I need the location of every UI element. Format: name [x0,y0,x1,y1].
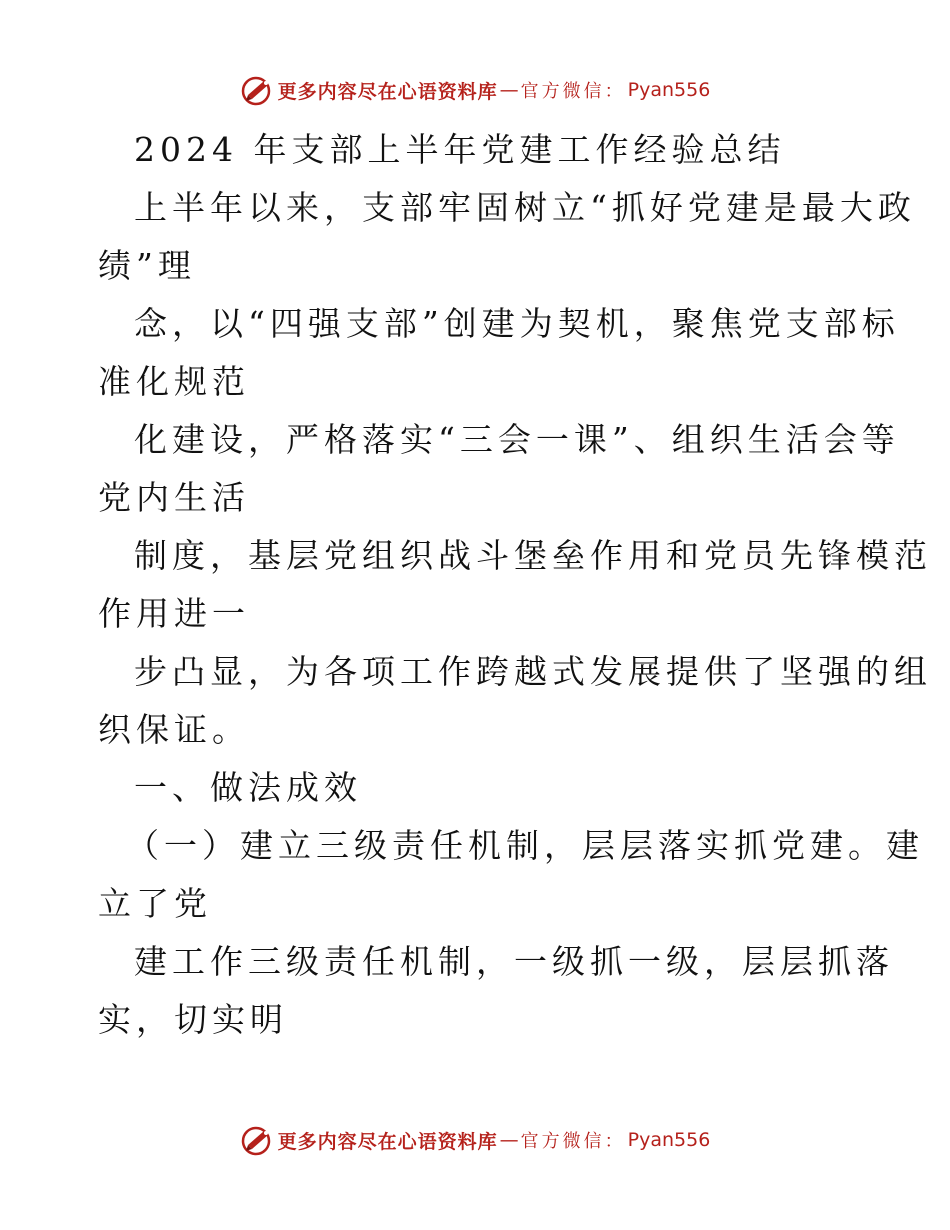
footer-watermark [0,1120,950,1160]
doc-line: （一）建立三级责任机制，层层落实抓党建。建 [126,826,924,865]
banner-label: 官方微信： [520,81,626,102]
banner-separator: — [499,1129,519,1151]
doc-line: 绩”理 [98,246,196,285]
doc-line: 准化规范 [98,362,250,401]
banner-account: Pyan556 [627,1129,711,1151]
doc-line: 建工作三级责任机制，一级抓一级，层层抓落 [134,942,894,981]
doc-line: 实，切实明 [98,1000,288,1039]
doc-line: 党内生活 [98,478,250,517]
banner-account: Pyan556 [627,79,711,101]
section-heading: 一、做法成效 [134,768,362,807]
doc-line: 化建设，严格落实“三会一课”、组织生活会等 [134,420,900,459]
banner-brand: 更多内容尽在心语资料库 [277,80,498,103]
doc-line: 织保证。 [98,710,250,749]
banner-brand: 更多内容尽在心语资料库 [277,1130,498,1153]
doc-line: 立了党 [98,884,212,923]
doc-title: 2024 年支部上半年党建工作经验总结 [134,130,786,169]
header-watermark [0,70,950,110]
doc-line: 上半年以来，支部牢固树立“抓好党建是最大政 [134,188,916,227]
doc-line: 念，以“四强支部”创建为契机，聚焦党支部标 [134,304,900,343]
doc-line: 步凸显，为各项工作跨越式发展提供了坚强的组 [134,652,932,691]
doc-line: 作用进一 [98,594,250,633]
banner-label: 官方微信： [520,1131,626,1152]
doc-line: 制度，基层党组织战斗堡垒作用和党员先锋模范 [134,536,932,575]
banner-separator: — [499,79,519,101]
pen-logo-icon [240,1123,274,1157]
pen-logo-icon [240,73,274,107]
